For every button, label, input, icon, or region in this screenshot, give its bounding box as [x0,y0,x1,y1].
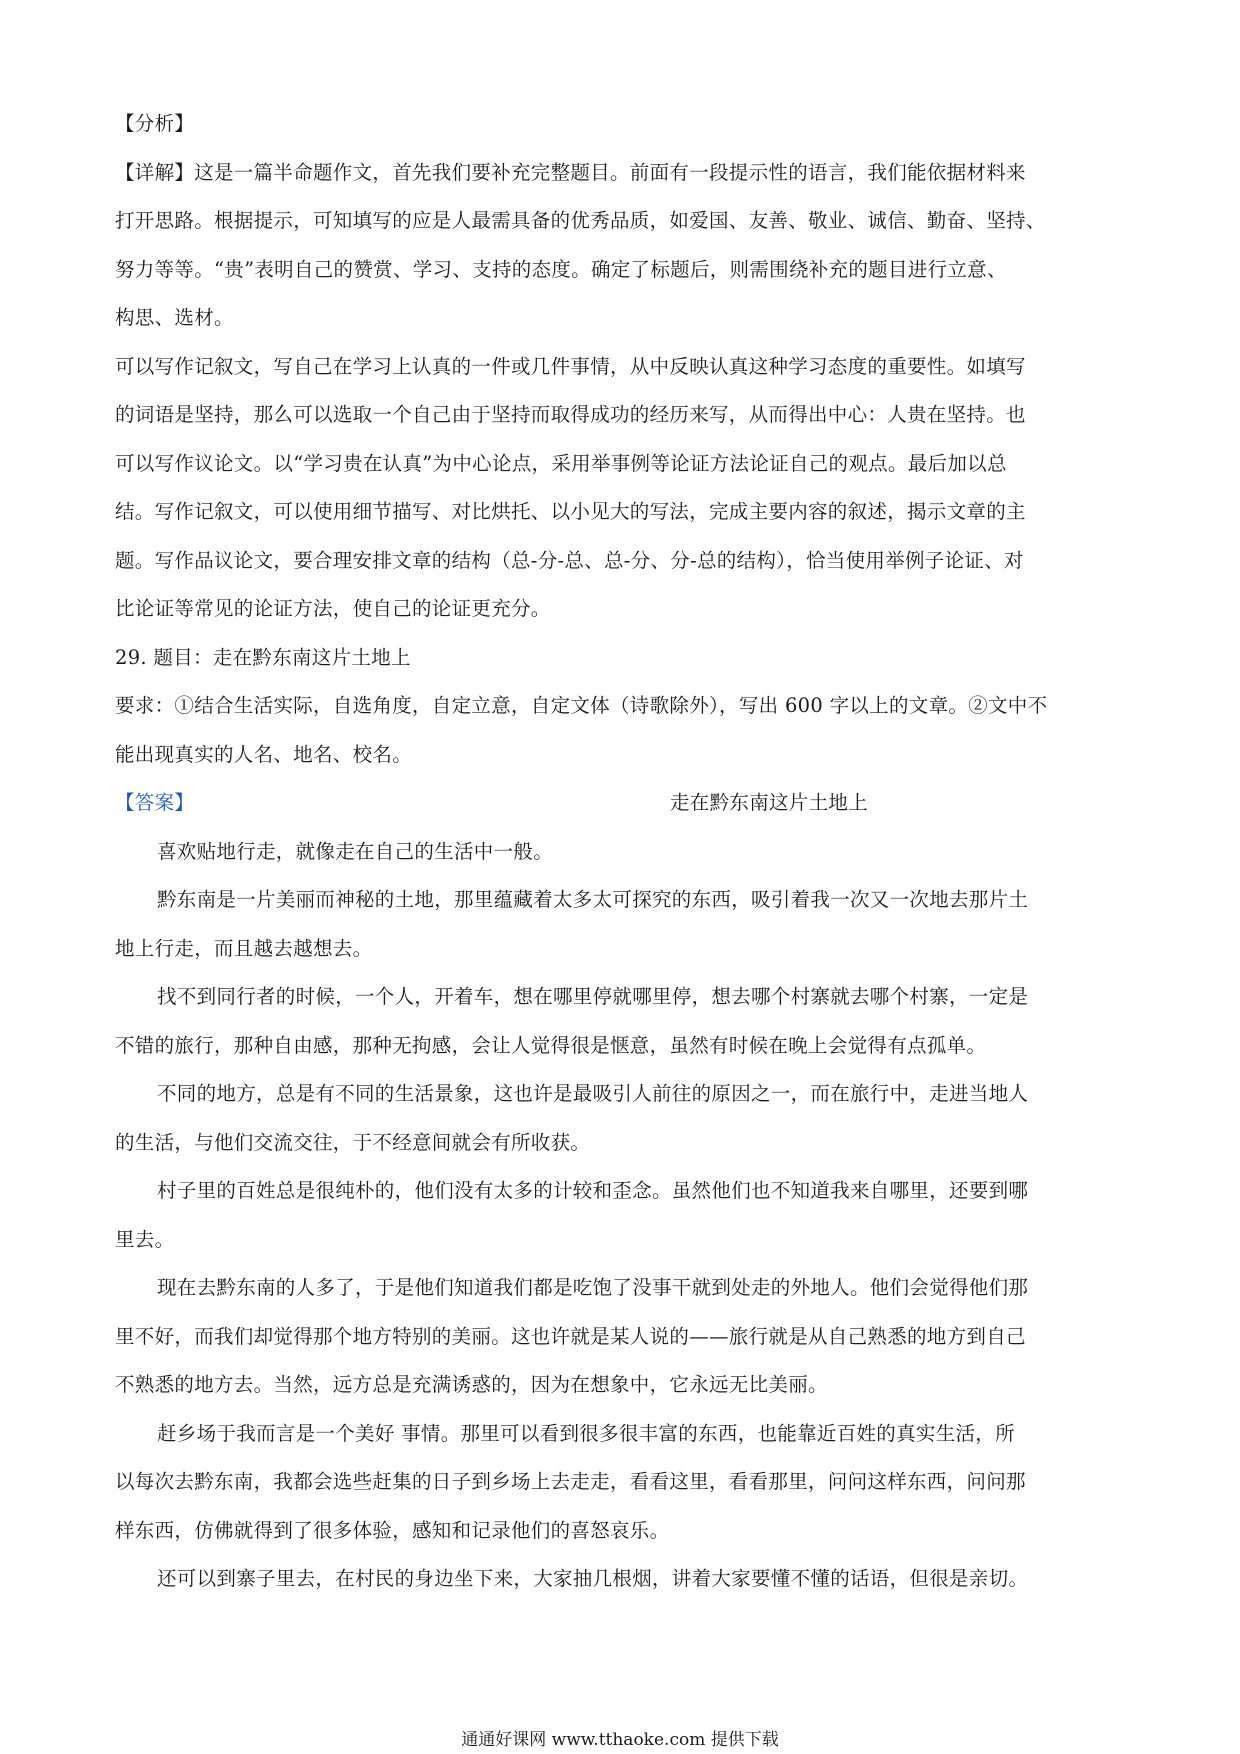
essay-p6-l1: 现在去黔东南的人多了，于是他们知道我们都是吃饱了没事干就到处走的外地人。他们会觉得他们那 [157,1276,1029,1299]
detail-line-5: 可以写作记叙文，写自己在学习上认真的一件或几件事情，从中反映认真这种学习态度的重要性。如填写 [115,354,1026,378]
detail-line-4: 构思、选材。 [115,306,234,329]
question-title: 29. 题目：走在黔东南这片土地上 [115,645,411,669]
detail-line-10: 比论证等常见的论证方法，使自己的论证更充分。 [115,597,551,620]
detail-line-2: 打开思路。根据提示，可知填写的应是人最需具备的优秀品质，如爱国、友善、敬业、诚信、勤奋、坚持、 [115,209,1046,232]
detail-tag: 【详解】 [115,160,195,184]
analysis-heading: 【分析】 [115,112,195,135]
essay-p7-l2: 以每次去黔东南，我都会选些赶集的日子到乡场上去走走，看看这里，看看那里，问问这样东西，问问那 [115,1470,1026,1493]
question-requirement-1: 要求：①结合生活实际，自选角度，自定立意，自定文体（诗歌除外），写出 600 字以上的文章。②文中不 [115,694,1048,717]
essay-p4-l2: 的生活，与他们交流交往，于不经意间就会有所收获。 [115,1130,591,1154]
essay-p3-l1: 找不到同行者的时候，一个人，开着车，想在哪里停就哪里停，想去哪个村寨就去哪个村寨，一定是 [157,985,1029,1008]
answer-heading-row [115,779,1130,828]
document-page [115,100,1130,1604]
essay-p6-l2: 里不好，而我们却觉得那个地方特别的美丽。这也许就是某人说的——旅行就是从自己熟悉的地方到自己 [115,1324,1026,1348]
essay-p5-l2: 里去。 [115,1227,175,1251]
essay-p8-l1: 还可以到寨子里去，在村民的身边坐下来，大家抽几根烟，讲着大家要懂不懂的话语，但很是亲切。 [157,1567,1029,1590]
essay-p2-l1: 黔东南是一片美丽而神秘的土地，那里蕴藏着太多太可探究的东西，吸引着我一次又一次地去那片土 [157,888,1029,911]
answer-tag: 【答案】 [115,791,195,814]
essay-p5-l1: 村子里的百姓总是很纯朴的，他们没有太多的计较和歪念。虽然他们也不知道我来自哪里，还要到哪 [157,1179,1029,1202]
essay-p4-l1: 不同的地方，总是有不同的生活景象，这也许是最吸引人前往的原因之一，而在旅行中，走进当地人 [157,1082,1029,1105]
detail-line-3: 努力等等。“贵”表明自己的赞赏、学习、支持的态度。确定了标题后，则需围绕补充的题目进行立意、 [115,257,1007,281]
detail-line-8: 结。写作记叙文，可以使用细节描写、对比烘托、以小见大的写法，完成主要内容的叙述，揭示文章的主 [115,500,1026,523]
essay-p7-l1: 赶乡场于我而言是一个美好 事情。那里可以看到很多很丰富的东西，也能靠近百姓的真实生活，所 [157,1421,1015,1445]
essay-p1-l1: 喜欢贴地行走，就像走在自己的生活中一般。 [157,839,554,863]
detail-line-1: 【详解】这是一篇半命题作文，首先我们要补充完整题目。前面有一段提示性的语言，我们能依据材料来 [115,160,1026,184]
essay-body [115,828,1130,1604]
detail-line-9: 题。写作品议论文，要合理安排文章的结构（总-分-总、总-分、分-总的结构），恰当使用举例子论证、对 [115,548,1024,572]
essay-p3-l2: 不错的旅行，那种自由感，那种无拘感，会让人觉得很是惬意，虽然有时候在晚上会觉得有点孤单。 [115,1033,987,1057]
detail-line-7: 可以写作议论文。以“学习贵在认真”为中心论点，采用举事例等论证方法论证自己的观点。最后加以总 [115,451,1007,475]
essay-p7-l3: 样东西，仿佛就得到了很多体验，感知和记录他们的喜怒哀乐。 [115,1518,670,1542]
essay-title: 走在黔东南这片土地上 [670,791,869,814]
question-requirement-2: 能出现真实的人名、地名、校名。 [115,742,413,766]
essay-p2-l2: 地上行走，而且越去越想去。 [115,936,373,960]
detail-line-6: 的词语是坚持，那么可以选取一个自己由于坚持而取得成功的经历来写，从而得出中心：人贵在坚持。也 [115,403,1026,426]
footer-source[interactable]: 通通好课网 www.tthaoke.com 提供下载 [461,1730,779,1750]
essay-p6-l3: 不熟悉的地方去。当然，远方总是充满诱惑的，因为在想象中，它永远无比美丽。 [115,1373,828,1396]
